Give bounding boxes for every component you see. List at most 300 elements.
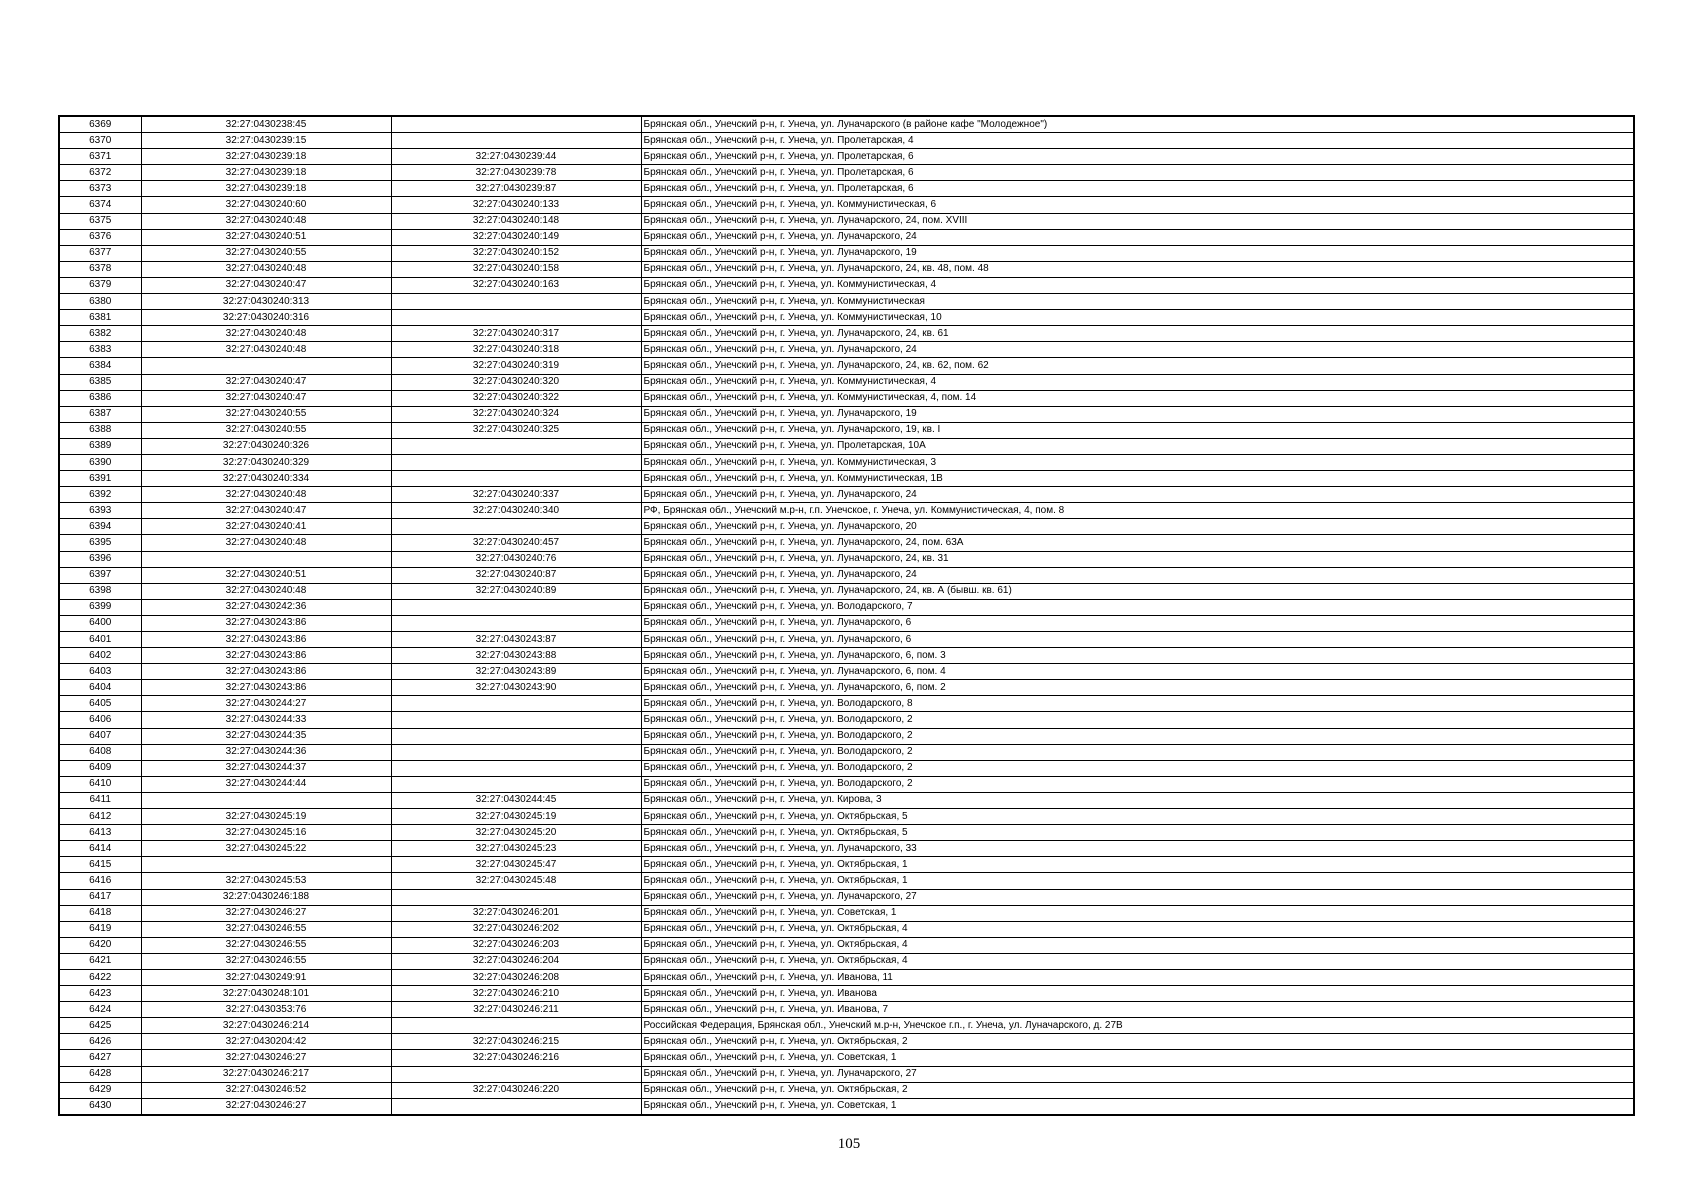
cadastral-number-cell: 32:27:0430240:41 <box>141 519 391 535</box>
row-number-cell: 6388 <box>59 422 141 438</box>
registry-table <box>58 115 1635 1116</box>
cadastral-number-cell <box>141 551 391 567</box>
table-row <box>59 728 1634 744</box>
related-cadastral-number-cell <box>391 744 641 760</box>
address-cell: Брянская обл., Унечский р-н, г. Унеча, ул. Луначарского, 24, пом. 63А <box>641 535 1634 551</box>
row-number-cell: 6400 <box>59 615 141 631</box>
cadastral-number-cell: 32:27:0430244:44 <box>141 776 391 792</box>
address-cell: Брянская обл., Унечский р-н, г. Унеча, ул. Володарского, 2 <box>641 776 1634 792</box>
related-cadastral-number-cell: 32:27:0430245:20 <box>391 825 641 841</box>
address-cell: Брянская обл., Унечский р-н, г. Унеча, ул. Октябрьская, 1 <box>641 873 1634 889</box>
related-cadastral-number-cell: 32:27:0430245:47 <box>391 857 641 873</box>
cadastral-number-cell: 32:27:0430244:27 <box>141 696 391 712</box>
address-cell: Брянская обл., Унечский р-н, г. Унеча, ул. Луначарского (в районе кафе "Молодежное") <box>641 116 1634 133</box>
address-cell: Брянская обл., Унечский р-н, г. Унеча, ул. Советская, 1 <box>641 1050 1634 1066</box>
row-number-cell: 6430 <box>59 1098 141 1115</box>
cadastral-number-cell <box>141 792 391 808</box>
cadastral-number-cell: 32:27:0430245:22 <box>141 841 391 857</box>
related-cadastral-number-cell <box>391 728 641 744</box>
related-cadastral-number-cell <box>391 696 641 712</box>
address-cell: Брянская обл., Унечский р-н, г. Унеча, ул. Луначарского, 24, пом. XVIII <box>641 213 1634 229</box>
table-row <box>59 905 1634 921</box>
table-row <box>59 374 1634 390</box>
cadastral-number-cell: 32:27:0430240:326 <box>141 438 391 454</box>
address-cell: Брянская обл., Унечский р-н, г. Унеча, ул. Луначарского, 27 <box>641 1066 1634 1082</box>
address-cell: Брянская обл., Унечский р-н, г. Унеча, ул. Луначарского, 6 <box>641 615 1634 631</box>
row-number-cell: 6382 <box>59 326 141 342</box>
row-number-cell: 6417 <box>59 889 141 905</box>
address-cell: Брянская обл., Унечский р-н, г. Унеча, ул. Октябрьская, 2 <box>641 1034 1634 1050</box>
row-number-cell: 6426 <box>59 1034 141 1050</box>
cadastral-number-cell: 32:27:0430240:316 <box>141 310 391 326</box>
cadastral-number-cell: 32:27:0430239:18 <box>141 149 391 165</box>
table-row <box>59 471 1634 487</box>
row-number-cell: 6373 <box>59 181 141 197</box>
table-row <box>59 792 1634 808</box>
address-cell: Брянская обл., Унечский р-н, г. Унеча, ул. Володарского, 2 <box>641 712 1634 728</box>
related-cadastral-number-cell: 32:27:0430246:215 <box>391 1034 641 1050</box>
address-cell: Брянская обл., Унечский р-н, г. Унеча, ул. Пролетарская, 10А <box>641 438 1634 454</box>
related-cadastral-number-cell: 32:27:0430240:318 <box>391 342 641 358</box>
table-row <box>59 149 1634 165</box>
address-cell: Брянская обл., Унечский р-н, г. Унеча, ул. Луначарского, 24, кв. 48, пом. 48 <box>641 261 1634 277</box>
related-cadastral-number-cell: 32:27:0430246:202 <box>391 921 641 937</box>
cadastral-number-cell: 32:27:0430246:188 <box>141 889 391 905</box>
row-number-cell: 6396 <box>59 551 141 567</box>
row-number-cell: 6412 <box>59 809 141 825</box>
table-row <box>59 664 1634 680</box>
row-number-cell: 6406 <box>59 712 141 728</box>
row-number-cell: 6423 <box>59 986 141 1002</box>
related-cadastral-number-cell: 32:27:0430240:320 <box>391 374 641 390</box>
address-cell: Брянская обл., Унечский р-н, г. Унеча, ул. Октябрьская, 4 <box>641 937 1634 953</box>
table-row <box>59 181 1634 197</box>
related-cadastral-number-cell: 32:27:0430243:88 <box>391 648 641 664</box>
related-cadastral-number-cell <box>391 471 641 487</box>
table-row <box>59 1034 1634 1050</box>
related-cadastral-number-cell: 32:27:0430246:211 <box>391 1002 641 1018</box>
row-number-cell: 6371 <box>59 149 141 165</box>
table-row <box>59 1098 1634 1115</box>
related-cadastral-number-cell: 32:27:0430240:158 <box>391 261 641 277</box>
address-cell: Брянская обл., Унечский р-н, г. Унеча, ул. Коммунистическая, 4 <box>641 277 1634 293</box>
row-number-cell: 6403 <box>59 664 141 680</box>
address-cell: Брянская обл., Унечский р-н, г. Унеча, ул. Луначарского, 24, кв. А (бывш. кв. 61) <box>641 583 1634 599</box>
address-cell: Брянская обл., Унечский р-н, г. Унеча, ул. Луначарского, 24 <box>641 229 1634 245</box>
table-row <box>59 809 1634 825</box>
cadastral-number-cell: 32:27:0430240:329 <box>141 454 391 470</box>
cadastral-number-cell: 32:27:0430246:55 <box>141 921 391 937</box>
table-row <box>59 1002 1634 1018</box>
address-cell: Брянская обл., Унечский р-н, г. Унеча, ул. Пролетарская, 6 <box>641 165 1634 181</box>
cadastral-number-cell: 32:27:0430242:36 <box>141 599 391 615</box>
table-row <box>59 326 1634 342</box>
related-cadastral-number-cell: 32:27:0430246:204 <box>391 953 641 969</box>
row-number-cell: 6427 <box>59 1050 141 1066</box>
row-number-cell: 6419 <box>59 921 141 937</box>
address-cell: Брянская обл., Унечский р-н, г. Унеча, ул. Октябрьская, 4 <box>641 921 1634 937</box>
address-cell: Брянская обл., Унечский р-н, г. Унеча, ул. Луначарского, 6, пом. 3 <box>641 648 1634 664</box>
row-number-cell: 6381 <box>59 310 141 326</box>
cadastral-number-cell: 32:27:0430245:16 <box>141 825 391 841</box>
cadastral-number-cell: 32:27:0430243:86 <box>141 648 391 664</box>
address-cell: Российская Федерация, Брянская обл., Унечский м.р-н, Унечское г.п., г. Унеча, ул. Луначарского, д. 27В <box>641 1018 1634 1034</box>
table-row <box>59 454 1634 470</box>
related-cadastral-number-cell: 32:27:0430239:87 <box>391 181 641 197</box>
address-cell: Брянская обл., Унечский р-н, г. Унеча, ул. Луначарского, 6, пом. 2 <box>641 680 1634 696</box>
related-cadastral-number-cell: 32:27:0430240:163 <box>391 277 641 293</box>
table-row <box>59 213 1634 229</box>
cadastral-number-cell: 32:27:0430240:334 <box>141 471 391 487</box>
address-cell: Брянская обл., Унечский р-н, г. Унеча, ул. Иванова, 7 <box>641 1002 1634 1018</box>
row-number-cell: 6387 <box>59 406 141 422</box>
cadastral-number-cell: 32:27:0430246:27 <box>141 905 391 921</box>
row-number-cell: 6393 <box>59 503 141 519</box>
cadastral-number-cell: 32:27:0430248:101 <box>141 986 391 1002</box>
cadastral-number-cell: 32:27:0430243:86 <box>141 632 391 648</box>
cadastral-number-cell: 32:27:0430240:47 <box>141 503 391 519</box>
related-cadastral-number-cell <box>391 1066 641 1082</box>
related-cadastral-number-cell <box>391 519 641 535</box>
row-number-cell: 6397 <box>59 567 141 583</box>
registry-table-body <box>59 116 1634 1115</box>
related-cadastral-number-cell: 32:27:0430240:76 <box>391 551 641 567</box>
row-number-cell: 6416 <box>59 873 141 889</box>
related-cadastral-number-cell: 32:27:0430240:319 <box>391 358 641 374</box>
related-cadastral-number-cell: 32:27:0430240:152 <box>391 245 641 261</box>
table-row <box>59 969 1634 985</box>
table-row <box>59 358 1634 374</box>
table-row <box>59 1018 1634 1034</box>
address-cell: Брянская обл., Унечский р-н, г. Унеча, ул. Луначарского, 19 <box>641 245 1634 261</box>
address-cell: Брянская обл., Унечский р-н, г. Унеча, ул. Октябрьская, 2 <box>641 1082 1634 1098</box>
address-cell: Брянская обл., Унечский р-н, г. Унеча, ул. Луначарского, 24, кв. 61 <box>641 326 1634 342</box>
address-cell: Брянская обл., Унечский р-н, г. Унеча, ул. Пролетарская, 6 <box>641 149 1634 165</box>
cadastral-number-cell: 32:27:0430240:48 <box>141 535 391 551</box>
address-cell: Брянская обл., Унечский р-н, г. Унеча, ул. Коммунистическая <box>641 294 1634 310</box>
table-row <box>59 551 1634 567</box>
row-number-cell: 6421 <box>59 953 141 969</box>
related-cadastral-number-cell <box>391 599 641 615</box>
page-number: 105 <box>837 1136 861 1152</box>
row-number-cell: 6389 <box>59 438 141 454</box>
related-cadastral-number-cell: 32:27:0430240:149 <box>391 229 641 245</box>
cadastral-number-cell: 32:27:0430240:48 <box>141 342 391 358</box>
address-cell: Брянская обл., Унечский р-н, г. Унеча, ул. Луначарского, 24, кв. 62, пом. 62 <box>641 358 1634 374</box>
related-cadastral-number-cell <box>391 776 641 792</box>
table-row <box>59 680 1634 696</box>
table-row <box>59 535 1634 551</box>
address-cell: Брянская обл., Унечский р-н, г. Унеча, ул. Коммунистическая, 4, пом. 14 <box>641 390 1634 406</box>
table-row <box>59 165 1634 181</box>
row-number-cell: 6380 <box>59 294 141 310</box>
row-number-cell: 6401 <box>59 632 141 648</box>
table-row <box>59 261 1634 277</box>
table-row <box>59 841 1634 857</box>
related-cadastral-number-cell: 32:27:0430240:133 <box>391 197 641 213</box>
related-cadastral-number-cell <box>391 1018 641 1034</box>
row-number-cell: 6394 <box>59 519 141 535</box>
row-number-cell: 6370 <box>59 133 141 149</box>
row-number-cell: 6374 <box>59 197 141 213</box>
table-row <box>59 825 1634 841</box>
related-cadastral-number-cell: 32:27:0430246:201 <box>391 905 641 921</box>
related-cadastral-number-cell <box>391 133 641 149</box>
related-cadastral-number-cell: 32:27:0430246:208 <box>391 969 641 985</box>
table-row <box>59 744 1634 760</box>
row-number-cell: 6392 <box>59 487 141 503</box>
row-number-cell: 6404 <box>59 680 141 696</box>
cadastral-number-cell: 32:27:0430244:35 <box>141 728 391 744</box>
row-number-cell: 6378 <box>59 261 141 277</box>
cadastral-number-cell: 32:27:0430240:48 <box>141 487 391 503</box>
address-cell: Брянская обл., Унечский р-н, г. Унеча, ул. Володарского, 7 <box>641 599 1634 615</box>
row-number-cell: 6425 <box>59 1018 141 1034</box>
table-row <box>59 390 1634 406</box>
row-number-cell: 6420 <box>59 937 141 953</box>
cadastral-number-cell: 32:27:0430240:48 <box>141 261 391 277</box>
row-number-cell: 6385 <box>59 374 141 390</box>
row-number-cell: 6410 <box>59 776 141 792</box>
cadastral-number-cell: 32:27:0430240:313 <box>141 294 391 310</box>
related-cadastral-number-cell <box>391 454 641 470</box>
table-row <box>59 599 1634 615</box>
table-row <box>59 116 1634 133</box>
related-cadastral-number-cell: 32:27:0430246:210 <box>391 986 641 1002</box>
cadastral-number-cell: 32:27:0430240:51 <box>141 567 391 583</box>
related-cadastral-number-cell: 32:27:0430246:216 <box>391 1050 641 1066</box>
cadastral-number-cell: 32:27:0430243:86 <box>141 664 391 680</box>
cadastral-number-cell: 32:27:0430239:18 <box>141 165 391 181</box>
table-row <box>59 294 1634 310</box>
address-cell: Брянская обл., Унечский р-н, г. Унеча, ул. Советская, 1 <box>641 905 1634 921</box>
row-number-cell: 6395 <box>59 535 141 551</box>
address-cell: Брянская обл., Унечский р-н, г. Унеча, ул. Коммунистическая, 1В <box>641 471 1634 487</box>
table-row <box>59 712 1634 728</box>
address-cell: Брянская обл., Унечский р-н, г. Унеча, ул. Луначарского, 6 <box>641 632 1634 648</box>
cadastral-number-cell: 32:27:0430244:33 <box>141 712 391 728</box>
related-cadastral-number-cell <box>391 294 641 310</box>
related-cadastral-number-cell: 32:27:0430240:89 <box>391 583 641 599</box>
table-row <box>59 696 1634 712</box>
address-cell: Брянская обл., Унечский р-н, г. Унеча, ул. Луначарского, 20 <box>641 519 1634 535</box>
row-number-cell: 6405 <box>59 696 141 712</box>
row-number-cell: 6369 <box>59 116 141 133</box>
cadastral-number-cell: 32:27:0430240:47 <box>141 277 391 293</box>
related-cadastral-number-cell <box>391 1098 641 1115</box>
table-row <box>59 632 1634 648</box>
related-cadastral-number-cell: 32:27:0430240:457 <box>391 535 641 551</box>
row-number-cell: 6415 <box>59 857 141 873</box>
row-number-cell: 6398 <box>59 583 141 599</box>
table-row <box>59 277 1634 293</box>
cadastral-number-cell: 32:27:0430243:86 <box>141 615 391 631</box>
cadastral-number-cell: 32:27:0430240:47 <box>141 390 391 406</box>
cadastral-number-cell: 32:27:0430239:15 <box>141 133 391 149</box>
row-number-cell: 6407 <box>59 728 141 744</box>
row-number-cell: 6409 <box>59 760 141 776</box>
address-cell: Брянская обл., Унечский р-н, г. Унеча, ул. Октябрьская, 4 <box>641 953 1634 969</box>
cadastral-number-cell: 32:27:0430246:55 <box>141 937 391 953</box>
address-cell: Брянская обл., Унечский р-н, г. Унеча, ул. Луначарского, 24 <box>641 342 1634 358</box>
cadastral-number-cell: 32:27:0430246:217 <box>141 1066 391 1082</box>
row-number-cell: 6414 <box>59 841 141 857</box>
row-number-cell: 6376 <box>59 229 141 245</box>
table-row <box>59 889 1634 905</box>
row-number-cell: 6411 <box>59 792 141 808</box>
address-cell: Брянская обл., Унечский р-н, г. Унеча, ул. Луначарского, 19 <box>641 406 1634 422</box>
address-cell: Брянская обл., Унечский р-н, г. Унеча, ул. Луначарского, 33 <box>641 841 1634 857</box>
cadastral-number-cell: 32:27:0430240:60 <box>141 197 391 213</box>
table-row <box>59 937 1634 953</box>
table-row <box>59 245 1634 261</box>
table-row <box>59 921 1634 937</box>
cadastral-number-cell: 32:27:0430239:18 <box>141 181 391 197</box>
address-cell: Брянская обл., Унечский р-н, г. Унеча, ул. Коммунистическая, 6 <box>641 197 1634 213</box>
related-cadastral-number-cell: 32:27:0430240:87 <box>391 567 641 583</box>
related-cadastral-number-cell: 32:27:0430243:90 <box>391 680 641 696</box>
table-row <box>59 438 1634 454</box>
cadastral-number-cell: 32:27:0430249:91 <box>141 969 391 985</box>
table-row <box>59 406 1634 422</box>
address-cell: Брянская обл., Унечский р-н, г. Унеча, ул. Луначарского, 24 <box>641 487 1634 503</box>
row-number-cell: 6386 <box>59 390 141 406</box>
cadastral-number-cell: 32:27:0430246:27 <box>141 1050 391 1066</box>
row-number-cell: 6399 <box>59 599 141 615</box>
address-cell: Брянская обл., Унечский р-н, г. Унеча, ул. Пролетарская, 4 <box>641 133 1634 149</box>
table-row <box>59 760 1634 776</box>
related-cadastral-number-cell: 32:27:0430246:203 <box>391 937 641 953</box>
address-cell: Брянская обл., Унечский р-н, г. Унеча, ул. Советская, 1 <box>641 1098 1634 1115</box>
address-cell: Брянская обл., Унечский р-н, г. Унеча, ул. Луначарского, 19, кв. I <box>641 422 1634 438</box>
related-cadastral-number-cell <box>391 615 641 631</box>
related-cadastral-number-cell: 32:27:0430239:44 <box>391 149 641 165</box>
row-number-cell: 6422 <box>59 969 141 985</box>
cadastral-number-cell: 32:27:0430240:48 <box>141 583 391 599</box>
related-cadastral-number-cell: 32:27:0430240:325 <box>391 422 641 438</box>
address-cell: Брянская обл., Унечский р-н, г. Унеча, ул. Иванова <box>641 986 1634 1002</box>
related-cadastral-number-cell: 32:27:0430245:48 <box>391 873 641 889</box>
cadastral-number-cell: 32:27:0430240:55 <box>141 245 391 261</box>
cadastral-number-cell: 32:27:0430245:19 <box>141 809 391 825</box>
cadastral-number-cell: 32:27:0430204:42 <box>141 1034 391 1050</box>
table-row <box>59 986 1634 1002</box>
table-row <box>59 1050 1634 1066</box>
related-cadastral-number-cell: 32:27:0430243:87 <box>391 632 641 648</box>
cadastral-number-cell: 32:27:0430244:37 <box>141 760 391 776</box>
related-cadastral-number-cell: 32:27:0430245:19 <box>391 809 641 825</box>
related-cadastral-number-cell: 32:27:0430240:324 <box>391 406 641 422</box>
row-number-cell: 6418 <box>59 905 141 921</box>
row-number-cell: 6429 <box>59 1082 141 1098</box>
table-row <box>59 567 1634 583</box>
related-cadastral-number-cell <box>391 889 641 905</box>
table-row <box>59 229 1634 245</box>
table-row <box>59 133 1634 149</box>
address-cell: Брянская обл., Унечский р-н, г. Унеча, ул. Луначарского, 6, пом. 4 <box>641 664 1634 680</box>
address-cell: Брянская обл., Унечский р-н, г. Унеча, ул. Коммунистическая, 10 <box>641 310 1634 326</box>
related-cadastral-number-cell: 32:27:0430243:89 <box>391 664 641 680</box>
related-cadastral-number-cell: 32:27:0430245:23 <box>391 841 641 857</box>
cadastral-number-cell: 32:27:0430243:86 <box>141 680 391 696</box>
address-cell: Брянская обл., Унечский р-н, г. Унеча, ул. Луначарского, 27 <box>641 889 1634 905</box>
table-row <box>59 310 1634 326</box>
address-cell: Брянская обл., Унечский р-н, г. Унеча, ул. Володарского, 8 <box>641 696 1634 712</box>
table-row <box>59 857 1634 873</box>
related-cadastral-number-cell: 32:27:0430240:322 <box>391 390 641 406</box>
table-row <box>59 1066 1634 1082</box>
row-number-cell: 6408 <box>59 744 141 760</box>
row-number-cell: 6377 <box>59 245 141 261</box>
related-cadastral-number-cell <box>391 438 641 454</box>
row-number-cell: 6375 <box>59 213 141 229</box>
table-row <box>59 1082 1634 1098</box>
table-row <box>59 953 1634 969</box>
cadastral-number-cell <box>141 857 391 873</box>
cadastral-number-cell: 32:27:0430240:47 <box>141 374 391 390</box>
cadastral-number-cell: 32:27:0430240:55 <box>141 422 391 438</box>
cadastral-number-cell: 32:27:0430245:53 <box>141 873 391 889</box>
row-number-cell: 6390 <box>59 454 141 470</box>
cadastral-number-cell: 32:27:0430240:48 <box>141 213 391 229</box>
cadastral-number-cell: 32:27:0430238:45 <box>141 116 391 133</box>
table-row <box>59 873 1634 889</box>
row-number-cell: 6402 <box>59 648 141 664</box>
row-number-cell: 6383 <box>59 342 141 358</box>
address-cell: Брянская обл., Унечский р-н, г. Унеча, ул. Володарского, 2 <box>641 744 1634 760</box>
table-row <box>59 342 1634 358</box>
address-cell: Брянская обл., Унечский р-н, г. Унеча, ул. Коммунистическая, 4 <box>641 374 1634 390</box>
related-cadastral-number-cell: 32:27:0430239:78 <box>391 165 641 181</box>
address-cell: Брянская обл., Унечский р-н, г. Унеча, ул. Октябрьская, 5 <box>641 825 1634 841</box>
related-cadastral-number-cell: 32:27:0430244:45 <box>391 792 641 808</box>
row-number-cell: 6428 <box>59 1066 141 1082</box>
row-number-cell: 6379 <box>59 277 141 293</box>
row-number-cell: 6391 <box>59 471 141 487</box>
cadastral-number-cell: 32:27:0430244:36 <box>141 744 391 760</box>
cadastral-number-cell: 32:27:0430353:76 <box>141 1002 391 1018</box>
row-number-cell: 6384 <box>59 358 141 374</box>
address-cell: Брянская обл., Унечский р-н, г. Унеча, ул. Володарского, 2 <box>641 728 1634 744</box>
address-cell: РФ, Брянская обл., Унечский м.р-н, г.п. Унечское, г. Унеча, ул. Коммунистическая, 4, пом. 8 <box>641 503 1634 519</box>
address-cell: Брянская обл., Унечский р-н, г. Унеча, ул. Луначарского, 24 <box>641 567 1634 583</box>
address-cell: Брянская обл., Унечский р-н, г. Унеча, ул. Володарского, 2 <box>641 760 1634 776</box>
related-cadastral-number-cell <box>391 712 641 728</box>
related-cadastral-number-cell: 32:27:0430240:337 <box>391 487 641 503</box>
related-cadastral-number-cell: 32:27:0430240:317 <box>391 326 641 342</box>
cadastral-number-cell: 32:27:0430246:27 <box>141 1098 391 1115</box>
cadastral-number-cell: 32:27:0430246:52 <box>141 1082 391 1098</box>
cadastral-number-cell: 32:27:0430246:214 <box>141 1018 391 1034</box>
row-number-cell: 6424 <box>59 1002 141 1018</box>
table-row <box>59 197 1634 213</box>
related-cadastral-number-cell <box>391 760 641 776</box>
address-cell: Брянская обл., Унечский р-н, г. Унеча, ул. Октябрьская, 5 <box>641 809 1634 825</box>
row-number-cell: 6413 <box>59 825 141 841</box>
table-row <box>59 583 1634 599</box>
row-number-cell: 6372 <box>59 165 141 181</box>
cadastral-number-cell <box>141 358 391 374</box>
table-row <box>59 519 1634 535</box>
cadastral-number-cell: 32:27:0430240:51 <box>141 229 391 245</box>
related-cadastral-number-cell: 32:27:0430240:148 <box>391 213 641 229</box>
address-cell: Брянская обл., Унечский р-н, г. Унеча, ул. Октябрьская, 1 <box>641 857 1634 873</box>
related-cadastral-number-cell: 32:27:0430246:220 <box>391 1082 641 1098</box>
table-row <box>59 615 1634 631</box>
address-cell: Брянская обл., Унечский р-н, г. Унеча, ул. Пролетарская, 6 <box>641 181 1634 197</box>
cadastral-number-cell: 32:27:0430246:55 <box>141 953 391 969</box>
related-cadastral-number-cell <box>391 310 641 326</box>
